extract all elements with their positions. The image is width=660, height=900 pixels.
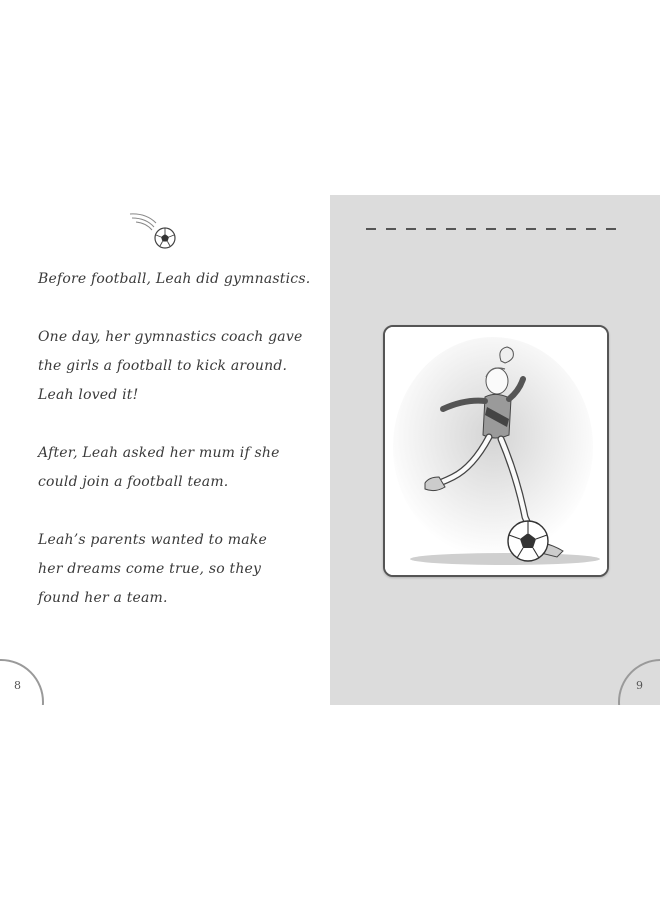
girl-kicking-football-illustration [385,327,607,575]
paragraph-4-line-1: Leah’s parents wanted to make [38,532,267,548]
page-corner-left [0,655,48,705]
book-spread [0,195,660,705]
paragraph-2-line-1: One day, her gymnastics coach gave [38,329,303,345]
paragraph-1-line-1: Before football, Leah did gymnastics. [38,271,311,287]
dashed-divider [366,227,622,231]
paragraph-3-line-2: could join a football team. [38,474,229,490]
paragraph-3-line-1: After, Leah asked her mum if she [38,445,280,461]
left-page [0,195,330,705]
page-number-right: 9 [636,679,643,692]
paragraph-2-line-2: the girls a football to kick around. [38,358,288,374]
page-number-left: 8 [14,679,21,692]
paragraph-4-line-2: her dreams come true, so they [38,561,262,577]
illustration-frame [383,325,609,577]
paragraph-2-line-3: Leah loved it! [38,387,139,403]
paragraph-4-line-3: found her a team. [38,590,168,606]
flying-football-icon [128,211,184,251]
